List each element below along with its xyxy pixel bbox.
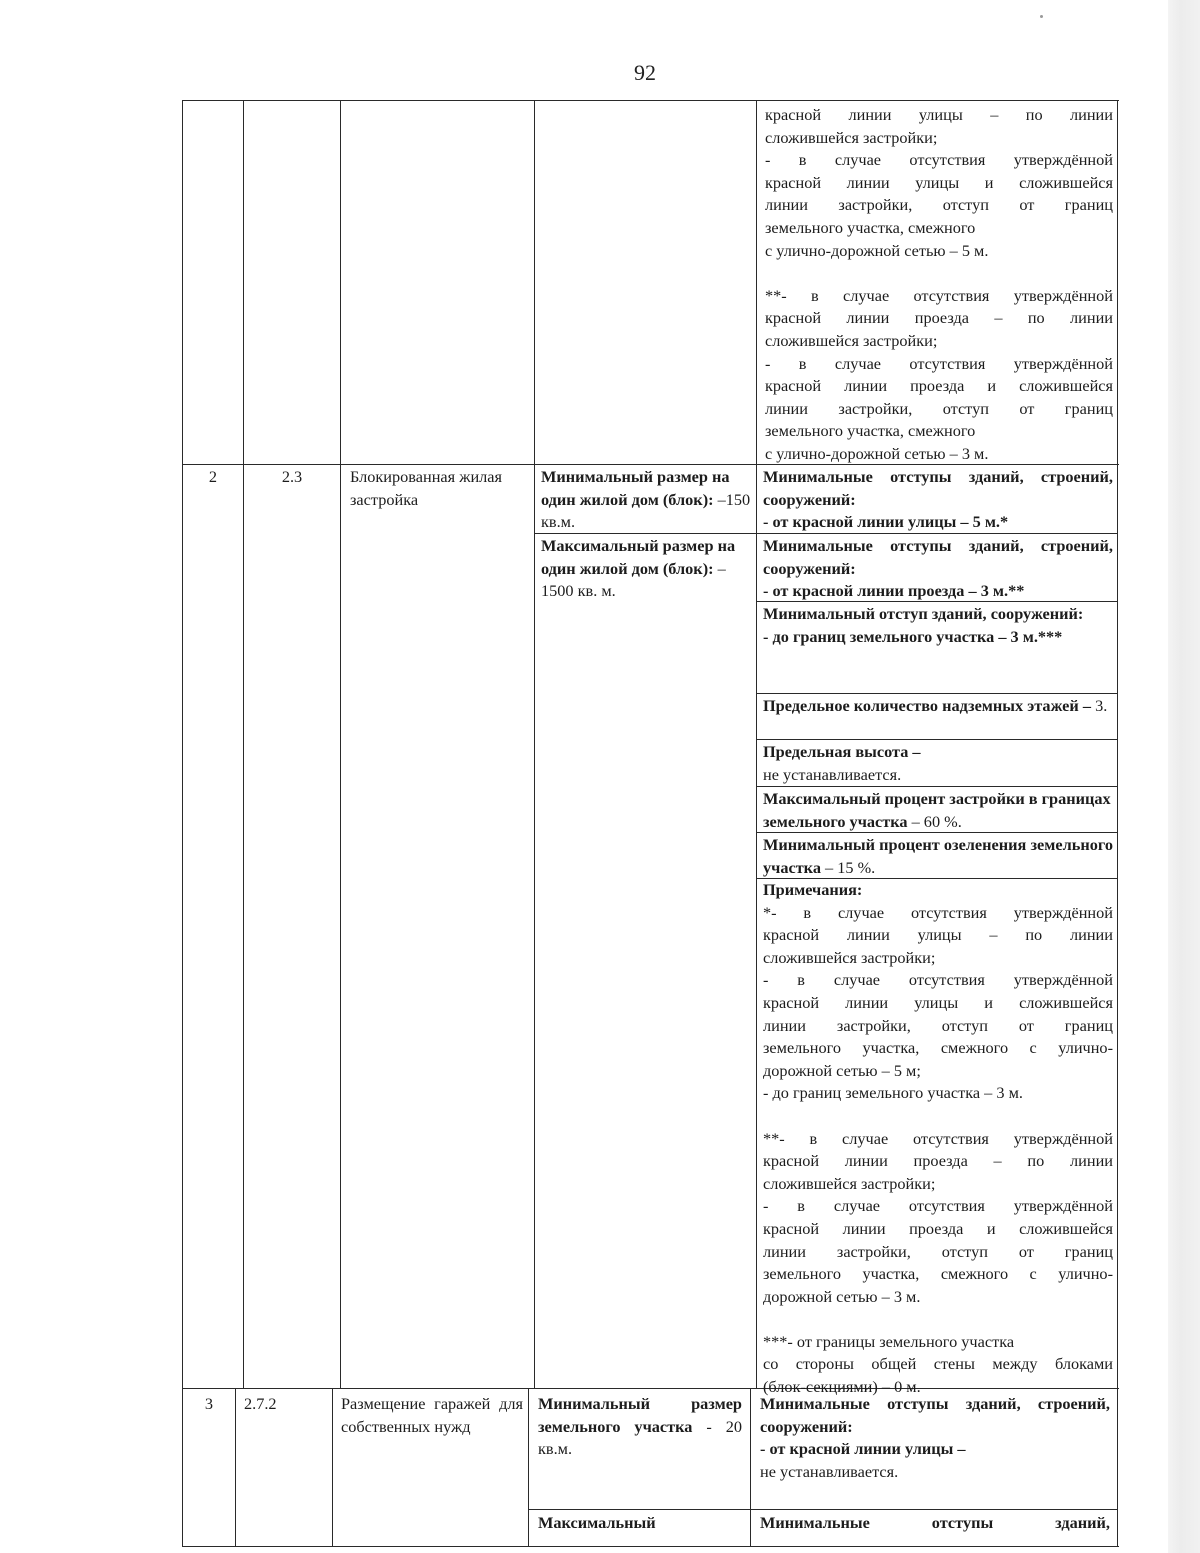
text-line: дорожной сетью – 5 м; (763, 1060, 921, 1080)
text-line: ***- от границы земельного участка (763, 1331, 1015, 1351)
max-size-label: Максимальный (538, 1513, 656, 1532)
text-line (765, 262, 1113, 285)
row2-param-setback-boundary (763, 603, 1113, 648)
param-value: – 15 %. (820, 857, 876, 877)
text-line: сложившейся застройки; (763, 1173, 936, 1193)
param-value: - от красной линии улицы – 5 м.* (763, 512, 1009, 532)
row2-notes (763, 879, 1113, 1399)
text-line: - в случае отсутствия утверждённой (763, 970, 1113, 990)
text-line: земельного участка, смежного (765, 217, 976, 237)
row3-max-size (538, 1512, 742, 1535)
row2-min-size (541, 466, 753, 534)
param-value: не устанавливается. (763, 764, 902, 784)
param-label: Предельное количество надземных этажей – (763, 696, 1091, 715)
param-label: Минимальные отступы зданий, строений, сооружений: (763, 536, 1113, 578)
text-line: сложившейся застройки; (765, 127, 938, 147)
text-line (763, 1105, 1113, 1128)
text-line: - в случае отсутствия утверждённой (765, 353, 1113, 373)
param-label: Максимальный процент застройки в границах земельного участка (763, 789, 1111, 831)
min-size-label: Минимальный размер земельного участка (538, 1394, 742, 1436)
text-line: сложившейся застройки; (763, 947, 936, 967)
min-size-label: Минимальный размер на один жилой дом (блок): (541, 467, 730, 509)
max-size-value: – 1500 кв. м. (541, 558, 726, 601)
row2-param-max-coverage (763, 788, 1113, 833)
param-value: - от красной линии проезда – 3 м.** (763, 581, 1025, 601)
notes-text (763, 902, 1113, 1399)
text-line: линии застройки, отступ от границ (765, 398, 1113, 418)
text-line: красной линии проезда – по линии (763, 1151, 1113, 1171)
row2-max-size (541, 535, 753, 603)
row2-code: 2.3 (281, 467, 303, 486)
text-line: сложившейся застройки; (765, 330, 938, 350)
text-line: - до границ земельного участка – 3 м. (763, 1083, 1023, 1103)
param-value: - от красной линии улицы – (760, 1439, 966, 1459)
param-label: Минимальный процент озеленения земельного участка (763, 835, 1113, 877)
param-value: – 60 %. (907, 811, 962, 831)
text-line: со стороны общей стены между блоками (763, 1354, 1113, 1374)
text-line: красной линии улицы – по линии (765, 105, 1113, 124)
notes-title: Примечания: (763, 880, 863, 899)
text-line: земельного участка, смежного с улично- (763, 1038, 1113, 1058)
text-line: линии застройки, отступ от границ (765, 195, 1113, 215)
text-line: - в случае отсутствия утверждённой (765, 150, 1113, 170)
row3-min-size (538, 1393, 742, 1461)
row3-param-setback-street (760, 1393, 1110, 1483)
param-label: Минимальные отступы зданий, строений, сооружений: (763, 467, 1113, 509)
text-line: с улично-дорожной сетью – 3 м. (765, 443, 989, 463)
text-line (763, 1308, 1113, 1331)
text-line: - в случае отсутствия утверждённой (763, 1196, 1113, 1216)
param-value: 3. (1091, 696, 1108, 715)
param-label: Предельная высота – (763, 742, 921, 761)
param-label: Минимальные отступы зданий, (760, 1513, 1110, 1532)
row2-param-min-greening (763, 834, 1113, 879)
text-line: с улично-дорожной сетью – 5 м. (765, 240, 989, 260)
row3-name: Размещение гаражей для собственных нужд (341, 1394, 523, 1436)
row3-param-setback-2 (760, 1512, 1110, 1535)
row1-continuation-text (765, 104, 1113, 466)
max-size-label: Максимальный размер на один жилой дом (блок): (541, 536, 736, 578)
row2-param-height (763, 741, 1113, 786)
param-label: Минимальный отступ зданий, сооружений: (763, 604, 1084, 623)
param-value-2: не устанавливается. (760, 1461, 899, 1481)
scan-speck (1040, 15, 1043, 18)
row2-param-setback-street (763, 466, 1113, 534)
row2-param-floors (763, 695, 1113, 718)
row2-param-setback-driveway (763, 535, 1113, 603)
row2-number: 2 (208, 467, 218, 486)
page-number: 92 (634, 60, 656, 85)
text-line: **- в случае отсутствия утверждённой (765, 285, 1113, 305)
text-line: красной линии проезда и сложившейся (763, 1218, 1113, 1238)
text-line: красной линии проезда – по линии (765, 308, 1113, 328)
param-value: - до границ земельного участка – 3 м.*** (763, 626, 1063, 646)
text-line: красной линии улицы и сложившейся (763, 992, 1113, 1012)
text-line: земельного участка, смежного (765, 421, 976, 441)
text-line: красной линии проезда и сложившейся (765, 376, 1113, 396)
scan-edge (1168, 0, 1200, 1553)
text-line: *- в случае отсутствия утверждённой (763, 902, 1113, 922)
min-size-value: - 20 кв.м. (538, 1416, 743, 1459)
text-line: дорожной сетью – 3 м. (763, 1286, 921, 1306)
text-line: красной линии улицы – по линии (763, 925, 1113, 945)
min-size-value: –150 кв.м. (541, 489, 751, 532)
text-line: **- в случае отсутствия утверждённой (763, 1128, 1113, 1148)
param-label: Минимальные отступы зданий, строений, сооружений: (760, 1394, 1110, 1436)
row2-name: Блокированная жилая застройка (350, 467, 503, 509)
row3-code: 2.7.2 (244, 1394, 277, 1413)
text-line: красной линии улицы и сложившейся (765, 172, 1113, 192)
text-line: (блок-секциями) – 0 м. (763, 1377, 921, 1397)
text-line: земельного участка, смежного с улично- (763, 1264, 1113, 1284)
text-line: линии застройки, отступ от границ (763, 1241, 1113, 1261)
text-line: линии застройки, отступ от границ (763, 1015, 1113, 1035)
row3-number: 3 (204, 1394, 214, 1413)
